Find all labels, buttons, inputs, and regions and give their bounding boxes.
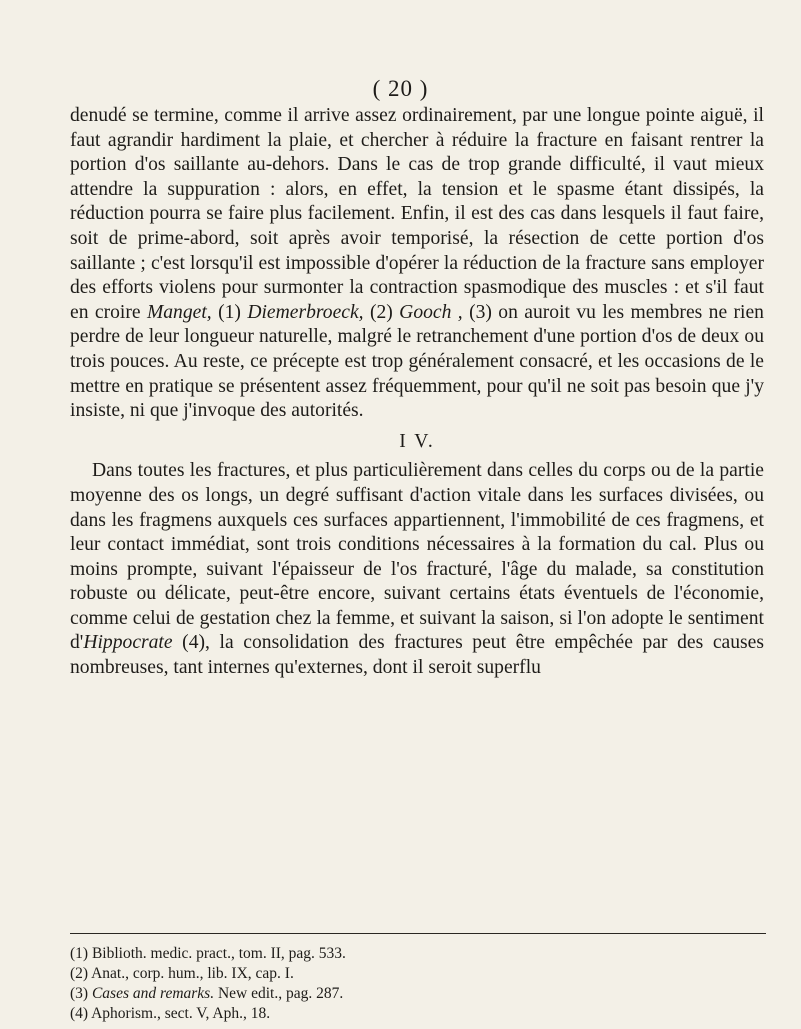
paragraph-1	[70, 104, 764, 424]
paragraph-2-text-b: la consolidation des fractures peut être empêchée par des causes nombreuses, tant internes qu'externes, dont il seroit superflu	[70, 632, 764, 679]
author-manget: Manget,	[146, 301, 212, 323]
footnote-3-number: (3)	[70, 985, 92, 1002]
footnote-3-title: Cases and remarks.	[91, 985, 215, 1002]
footnote-divider	[70, 933, 766, 934]
footnote-ref-4: (4),	[172, 632, 220, 654]
footnotes	[70, 944, 766, 1024]
paragraph-1-text-b: on auroit vu les membres ne rien perdre de leur longueur naturelle, malgré le retranchement d'une portion d'os de deux ou trois pouces. Au reste, ce précepte est trop généralement consacré, et les occasions de le mettre en pratique se présentent assez fréquemment, pour qu'il ne soit pas besoin que j'y insiste, ni que j'invoque des autorités.	[70, 301, 764, 422]
author-gooch: Gooch ,	[399, 301, 463, 323]
paragraph-1-text-a: denudé se termine, comme il arrive assez ordinairement, par une longue pointe aiguë, il faut agrandir hardiment la plaie, et chercher à réduire la fracture en faisant rentrer la portion d'os saillante au-dehors. Dans le cas de trop grande difficulté, il vaut mieux attendre la suppuration : alors, en effet, la tension et le spasme étant dissipés, la réduction pourra se faire plus facilement. Enfin, il est des cas dans lesquels il faut faire, soit de prime-abord, soit après avoir temporisé, la résection de cette portion d'os saillante ; c'est lorsqu'il est impossible d'opérer la réduction de la fracture sans employer des efforts violens pour surmonter la contraction spasmodique des muscles : et s'il faut en croire	[70, 105, 764, 323]
footnote-1: (1) Biblioth. medic. pract., tom. II, pag. 533.	[70, 945, 346, 962]
footnote-4: (4) Aphorism., sect. V, Aph., 18.	[70, 1005, 271, 1022]
footnote-ref-3: (3)	[462, 301, 499, 323]
section-heading: I V.	[399, 430, 435, 452]
footnote-3-detail: New edit., pag. 287.	[214, 985, 344, 1002]
footnote-3	[70, 984, 766, 1004]
paragraph-2-text-a: Dans toutes les fractures, et plus particulièrement dans celles du corps ou de la partie moyenne des os longs, un degré suffisant d'action vitale dans les surfaces divisées, ou dans les fragmens auxquels ces surfaces appartiennent, l'immobilité de ces fragmens, et leur contact immédiat, sont trois conditions nécessaires à la formation du cal. Plus ou moins prompte, suivant l'épaisseur de l'os fracturé, l'âge du malade, sa constitution robuste ou délicate, peut-être encore, suivant certains états éventuels de l'économie, comme celui de gestation chez la femme, et suivant la saison, si l'on adopte le sentiment d'	[70, 460, 764, 654]
main-text	[70, 104, 764, 681]
author-hippocrate: Hippocrate	[83, 632, 173, 654]
footnote-ref-1: (1)	[211, 301, 248, 323]
author-diemerbroeck: Diemerbroeck,	[247, 301, 364, 323]
footnote-ref-2: (2)	[363, 301, 400, 323]
footnote-2: (2) Anat., corp. hum., lib. IX, cap. I.	[70, 965, 294, 982]
paragraph-2	[70, 459, 764, 680]
page-number: ( 20 )	[372, 76, 429, 101]
